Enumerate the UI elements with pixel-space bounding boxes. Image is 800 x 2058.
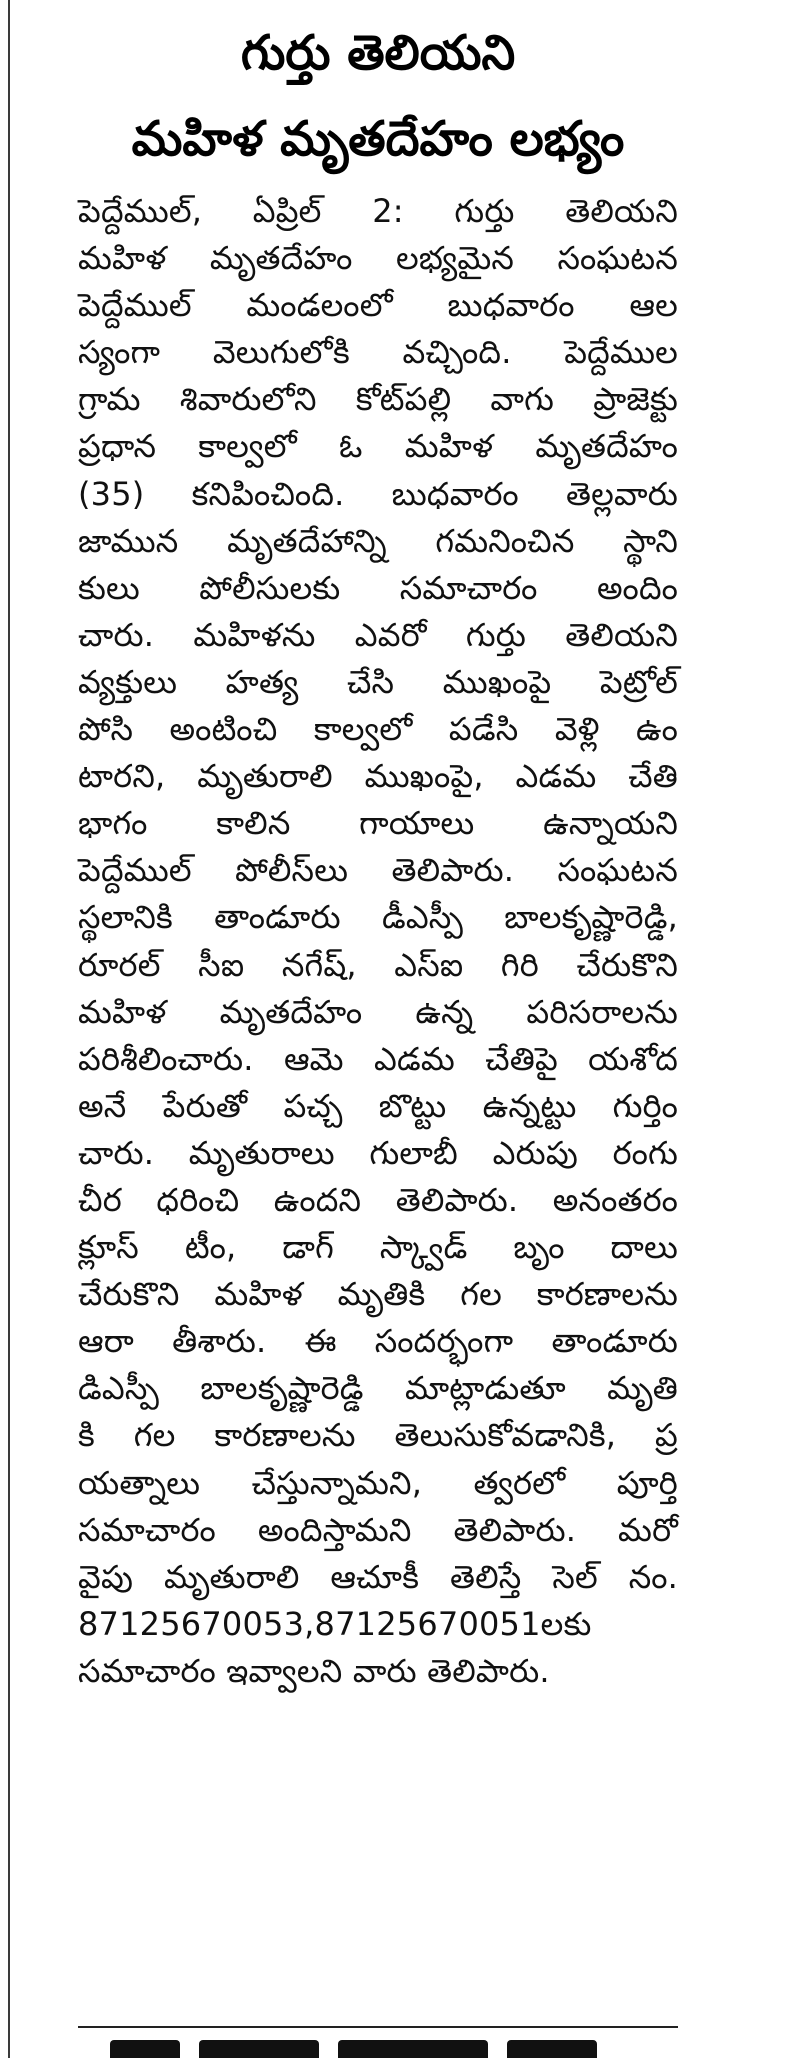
body-line: కి గల కారణాలను తెలుసుకోవడానికి, ప్ర [78, 1416, 678, 1455]
body-line: సమాచారం అందిస్తామని తెలిపారు. మరో [78, 1510, 678, 1549]
body-line: వైపు మృతురాలి ఆచూకీ తెలిస్తే సెల్ నం. [78, 1557, 678, 1596]
headline-line-2: మహిళ మృతదేహం లభ్యం [131, 111, 625, 167]
article-body [78, 188, 678, 1695]
body-line: స్థలానికి తాండూరు డీఎస్పీ బాలకృష్ణారెడ్డి, [78, 898, 678, 937]
body-line: చారు. మహిళను ఎవరో గుర్తు తెలియని [78, 615, 678, 654]
column-divider [8, 0, 10, 2058]
body-line: పెద్దేముల్ పోలీస్‌లు తెలిపారు. సంఘటన [78, 851, 678, 890]
body-line: పెద్దేముల్, ఏప్రిల్ 2: గుర్తు తెలియని [78, 192, 678, 230]
body-line: ఆరా తీశారు. ఈ సందర్భంగా తాండూరు [78, 1322, 678, 1361]
body-line: ప్రధాన కాల్వలో ఓ మహిళ మృతదేహం [78, 427, 678, 466]
body-line: మహిళ మృతదేహం లభ్యమైన సంఘటన [78, 239, 678, 278]
body-line: (35) కనిపించింది. బుధవారం తెల్లవారు [78, 474, 678, 513]
body-line: 87125670053,87125670051లకు [78, 1604, 592, 1643]
body-line: వ్యక్తులు హత్య చేసి ముఖంపై పెట్రోల్ [78, 662, 678, 701]
news-article [78, 0, 678, 1695]
headline-line-1: గుర్తు తెలియని [240, 25, 516, 81]
body-line: అనే పేరుతో పచ్చ బొట్టు ఉన్నట్టు గుర్తిం [78, 1086, 678, 1125]
body-line: రూరల్ సీఐ నగేష్, ఎస్ఐ గిరి చేరుకొని [78, 945, 678, 984]
body-line: యత్నాలు చేస్తున్నామని, త్వరలో పూర్తి [78, 1463, 678, 1502]
next-article-cropped-headline [110, 2040, 670, 2058]
body-line: పోసి అంటించి కాల్వలో పడేసి వెళ్లి ఉం [78, 710, 678, 749]
body-line: డిఎస్పీ బాలకృష్ణారెడ్డి మాట్లాడుతూ మృతి [78, 1369, 678, 1408]
article-headline [78, 0, 678, 182]
body-line: పరిశీలించారు. ఆమె ఎడమ చేతిపై యశోద [78, 1039, 678, 1078]
body-line: గ్రామ శివారులోని కోట్‌పల్లి వాగు ప్రాజెక్టు [78, 380, 678, 419]
body-line: చీర ధరించి ఉందని తెలిపారు. అనంతరం [78, 1180, 678, 1219]
body-line: కులు పోలీసులకు సమాచారం అందిం [78, 568, 678, 607]
body-line: భాగం కాలిన గాయాలు ఉన్నాయని [78, 804, 678, 843]
body-line: సమాచారం ఇవ్వాలని వారు తెలిపారు. [78, 1651, 550, 1690]
article-end-rule [78, 2026, 678, 2028]
body-line: పెద్దేముల్ మండలంలో బుధవారం ఆల [78, 286, 678, 325]
body-line: జామున మృతదేహాన్ని గమనించిన స్థాని [78, 521, 678, 560]
body-line: చేరుకొని మహిళ మృతికి గల కారణాలను [78, 1275, 678, 1314]
body-line: చారు. మృతురాలు గులాబీ ఎరుపు రంగు [78, 1133, 678, 1172]
body-line: స్యంగా వెలుగులోకి వచ్చింది. పెద్దేముల [78, 333, 678, 372]
body-line: క్లూస్ టీం, డాగ్ స్క్వాడ్ బృం దాలు [78, 1228, 678, 1267]
body-line: టారని, మృతురాలి ముఖంపై, ఎడమ చేతి [78, 757, 678, 796]
body-line: మహిళ మృతదేహం ఉన్న పరిసరాలను [78, 992, 678, 1031]
